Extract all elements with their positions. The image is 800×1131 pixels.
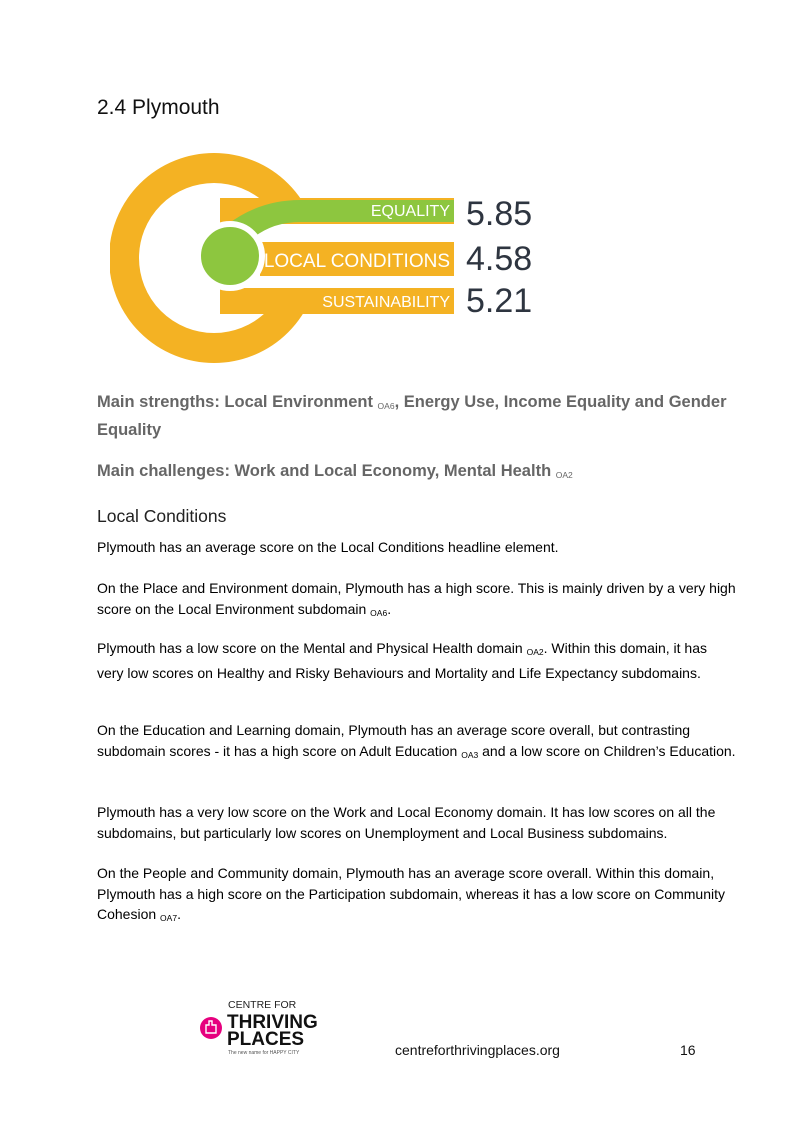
svg-text:THRIVING: THRIVING — [227, 1012, 318, 1033]
paragraph-1: Plymouth has an average score on the Local Conditions headline element. — [97, 539, 559, 555]
centre-for-thriving-places-logo — [198, 998, 328, 1058]
svg-text:PLACES: PLACES — [227, 1029, 305, 1050]
page-number: 16 — [680, 1042, 696, 1058]
logo-hand-icon — [200, 1017, 222, 1039]
svg-text:The new name for HAPPY CITY: The new name for HAPPY CITY — [228, 1050, 300, 1056]
strengths-ref: OA6 — [377, 401, 395, 411]
p4-end: and a low score on Children’s Education. — [478, 742, 736, 759]
p3-end: . Within this domain, it has very low scores on Healthy and Risky Behaviours and Mortality and Life Expectancy subdomains. — [97, 640, 707, 681]
p4-text: On the Education and Learning domain, Plymouth has an average score overall, but contrasting subdomain scores - it has a high score on Adult Education — [97, 722, 691, 759]
thriving-places-score-graphic — [110, 152, 570, 370]
p4-ref: OA3 — [461, 749, 479, 760]
svg-text:CENTRE FOR: CENTRE FOR — [228, 999, 297, 1011]
p3-ref: OA2 — [526, 647, 544, 657]
green-core — [198, 224, 262, 288]
paragraph-5: Plymouth has a very low score on the Work and Local Economy domain. It has low scores on all the subdomains, but particularly low scores on Unemployment and Local Business subdomains. — [97, 804, 716, 841]
local-conditions-score: 4.58 — [466, 240, 533, 278]
strengths-rest: , Energy Use, Income Equality and Gender Equality — [97, 393, 727, 439]
challenges-text: Main challenges: Work and Local Economy, Mental Health — [97, 462, 556, 480]
equality-score: 5.85 — [466, 195, 533, 233]
p6-ref: OA7 — [160, 913, 178, 924]
footer-url: centreforthrivingplaces.org — [395, 1042, 560, 1058]
sustainability-label: SUSTAINABILITY — [322, 294, 450, 311]
paragraph-2 — [97, 578, 737, 623]
main-strengths — [97, 390, 747, 442]
section-title: 2.4 Plymouth — [97, 96, 220, 119]
local-conditions-heading: Local Conditions — [97, 506, 227, 526]
p3-text: Plymouth has a low score on the Mental and Physical Health domain — [97, 640, 527, 656]
equality-label: EQUALITY — [370, 203, 450, 220]
p2-text: On the Place and Environment domain, Plymouth has a high score. This is mainly driven by a very high score on the Local Environment subdomain — [97, 580, 736, 617]
p2-ref: OA6 — [370, 607, 388, 618]
main-challenges — [97, 459, 747, 487]
p6-end: . — [177, 906, 181, 923]
paragraph-6 — [97, 863, 737, 929]
local-conditions-label: LOCAL CONDITIONS — [263, 251, 450, 272]
p6-text: On the People and Community domain, Plymouth has an average score overall. Within this domain, Plymouth has a high score on the Participation subdomain, whereas it has a low score on Community Cohesion — [97, 865, 725, 923]
strengths-text: Main strengths: Local Environment — [97, 393, 378, 411]
paragraph-3 — [97, 638, 737, 683]
paragraph-4 — [97, 720, 737, 765]
sustainability-score: 5.21 — [466, 282, 533, 320]
p2-end: . — [387, 600, 392, 617]
challenges-ref: OA2 — [555, 470, 573, 480]
